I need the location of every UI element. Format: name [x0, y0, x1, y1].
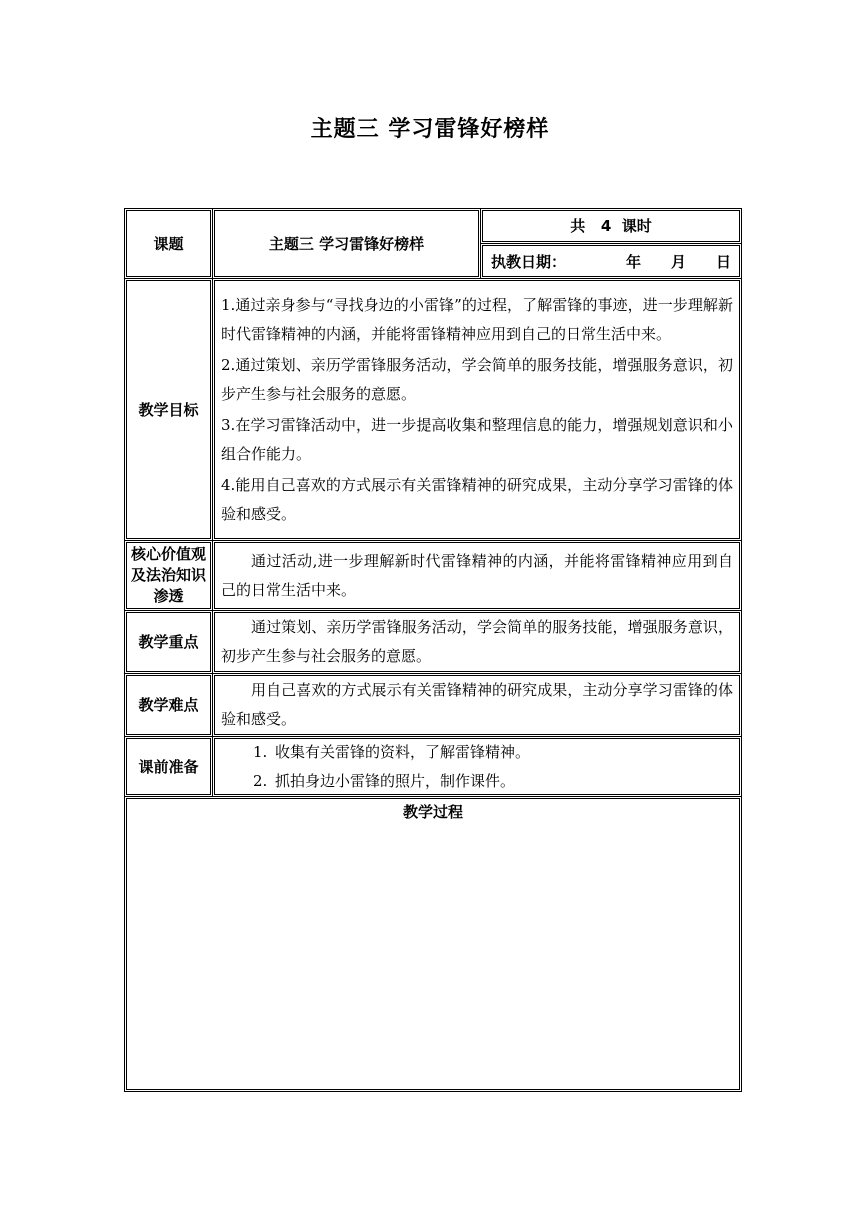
preparation-item-number: 2. [253, 771, 268, 790]
key-points-label: 教学重点 [125, 611, 213, 674]
lesson-plan-table [124, 208, 742, 1092]
preparation-label: 课前准备 [125, 737, 213, 797]
preparation-item-text: 抓拍身边小雷锋的照片，制作课件。 [275, 771, 516, 790]
difficulties-content [213, 674, 742, 737]
goal-item: 3.在学习雷锋活动中，进一步提高收集和整理信息的能力，增强规划意识和小组合作能力。 [221, 415, 733, 463]
lesson-plan-sheet [124, 208, 741, 1092]
class-hours: 共 4 课时 [481, 209, 742, 244]
goal-item: 1.通过亲身参与“寻找身边的小雷锋”的过程，了解雷锋的事迹，进一步理解新时代雷锋精神的内涵，并能将雷锋精神应用到自己的日常生活中来。 [221, 295, 733, 343]
date-label: 执教日期： [491, 252, 567, 271]
date-day: 日 [715, 252, 731, 271]
values-content [213, 541, 742, 611]
preparation-item-number: 1. [253, 742, 268, 761]
topic-value: 主题三 学习雷锋好榜样 [213, 209, 481, 279]
preparation-item-text: 收集有关雷锋的资料，了解雷锋精神。 [275, 742, 531, 761]
date-month: 月 [670, 252, 686, 271]
preparation-item [213, 767, 741, 796]
values-text: 通过活动,进一步理解新时代雷锋精神的内涵，并能将雷锋精神应用到自己的日常生活中来。 [221, 551, 733, 599]
page-title: 主题三 学习雷锋好榜样 [310, 117, 550, 142]
difficulties-label: 教学难点 [125, 674, 213, 737]
key-points-text: 通过策划、亲历学雷锋服务活动，学会简单的服务技能，增强服务意识，初步产生参与社会服务的意愿。 [221, 618, 733, 665]
goals-content [213, 279, 742, 541]
goals-label: 教学目标 [125, 279, 213, 541]
teaching-date [481, 244, 742, 279]
topic-label: 课题 [125, 209, 213, 279]
preparation-content [213, 737, 742, 797]
key-points-content [213, 611, 742, 674]
difficulties-text: 用自己喜欢的方式展示有关雷锋精神的研究成果，主动分享学习雷锋的体验和感受。 [221, 681, 733, 728]
goal-item: 2.通过策划、亲历学雷锋服务活动，学会简单的服务技能，增强服务意识，初步产生参与社会服务的意愿。 [221, 355, 733, 403]
goal-item: 4.能用自己喜欢的方式展示有关雷锋精神的研究成果，主动分享学习雷锋的体验和感受。 [221, 475, 733, 523]
preparation-item [213, 738, 741, 767]
process-title: 教学过程 [402, 803, 463, 821]
values-label: 核心价值观及法治知识渗透 [125, 541, 213, 611]
date-year: 年 [625, 252, 641, 271]
process-section [125, 797, 742, 1092]
